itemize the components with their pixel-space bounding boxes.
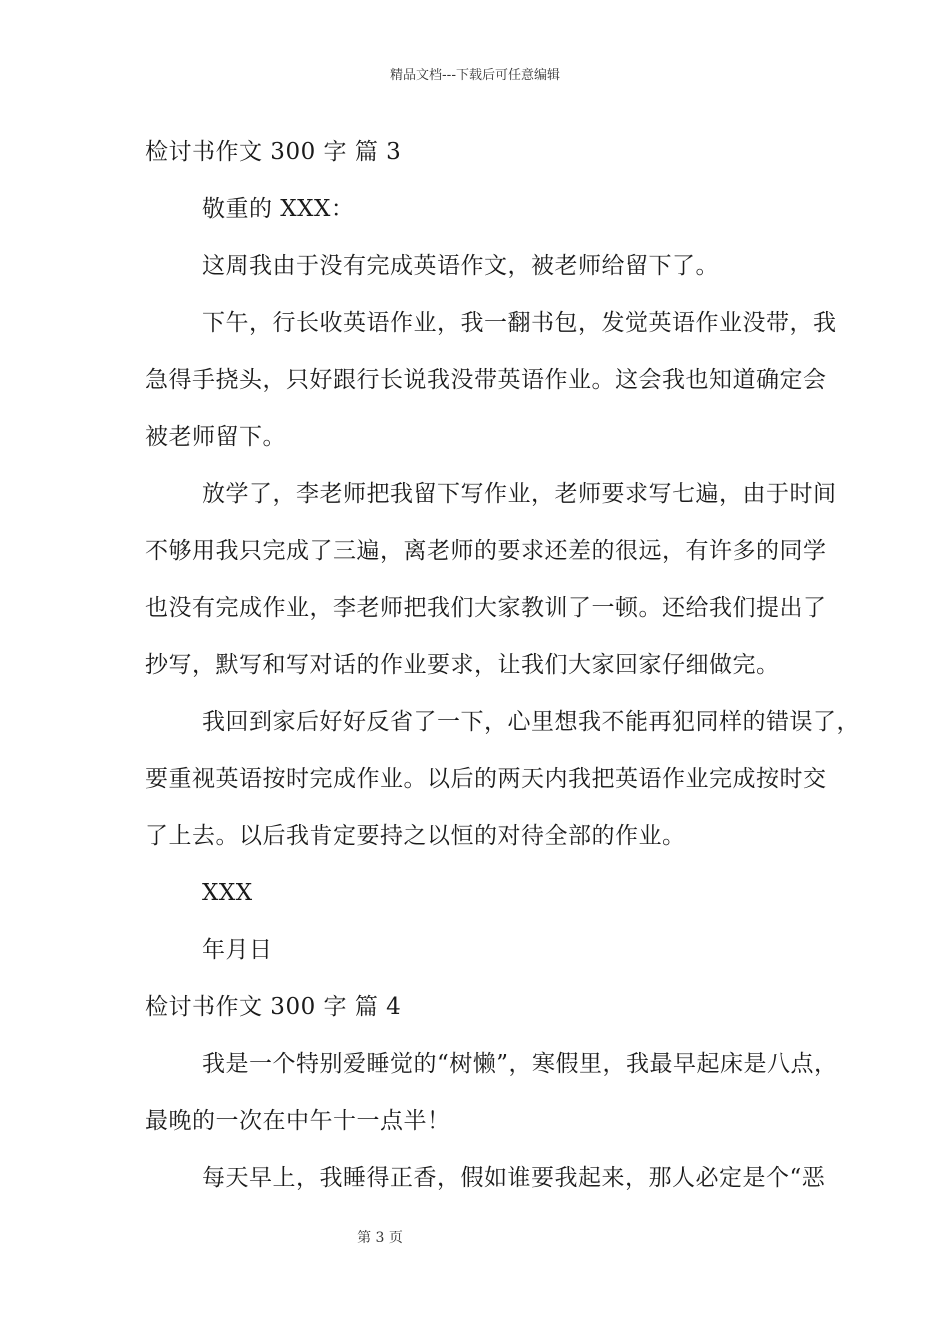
salutation: 敬重的 XXX：	[202, 196, 355, 222]
date-line: 年月日	[202, 937, 273, 963]
signature: XXX	[202, 880, 253, 906]
paragraph-line: 每天早上，我睡得正香，假如谁要我起来，那人必定是个“恶	[202, 1165, 826, 1191]
paragraph-line: 这周我由于没有完成英语作文，被老师给留下了。	[202, 253, 719, 279]
paragraph-line: 我回到家后好好反省了一下，心里想我不能再犯同样的错误了，	[202, 709, 860, 735]
paragraph-line: 抄写，默写和写对话的作业要求，让我们大家回家仔细做完。	[145, 652, 780, 678]
paragraph-line: 不够用我只完成了三遍，离老师的要求还差的很远，有许多的同学	[145, 538, 827, 564]
paragraph-line: 要重视英语按时完成作业。以后的两天内我把英语作业完成按时交	[145, 766, 827, 792]
paragraph-line: 急得手挠头，只好跟行长说我没带英语作业。这会我也知道确定会	[145, 367, 827, 393]
paragraph-line: 了上去。以后我肯定要持之以恒的对待全部的作业。	[145, 823, 686, 849]
paragraph-line: 我是一个特别爱睡觉的“树懒”，寒假里，我最早起床是八点，	[202, 1051, 838, 1077]
section-title-3: 检讨书作文 300 字 篇 3	[145, 139, 402, 165]
paragraph-line: 放学了，李老师把我留下写作业，老师要求写七遍，由于时间	[202, 481, 837, 507]
page-number: 第 3 页	[357, 1230, 403, 1246]
paragraph-line: 下午，行长收英语作业，我一翻书包，发觉英语作业没带，我	[202, 310, 837, 336]
paragraph-line: 被老师留下。	[145, 424, 286, 450]
paragraph-line: 也没有完成作业，李老师把我们大家教训了一顿。还给我们提出了	[145, 595, 827, 621]
page-header: 精品文档---下载后可任意编辑	[389, 68, 561, 83]
paragraph-line: 最晚的一次在中午十一点半！	[145, 1108, 451, 1134]
section-title-4: 检讨书作文 300 字 篇 4	[145, 994, 402, 1020]
